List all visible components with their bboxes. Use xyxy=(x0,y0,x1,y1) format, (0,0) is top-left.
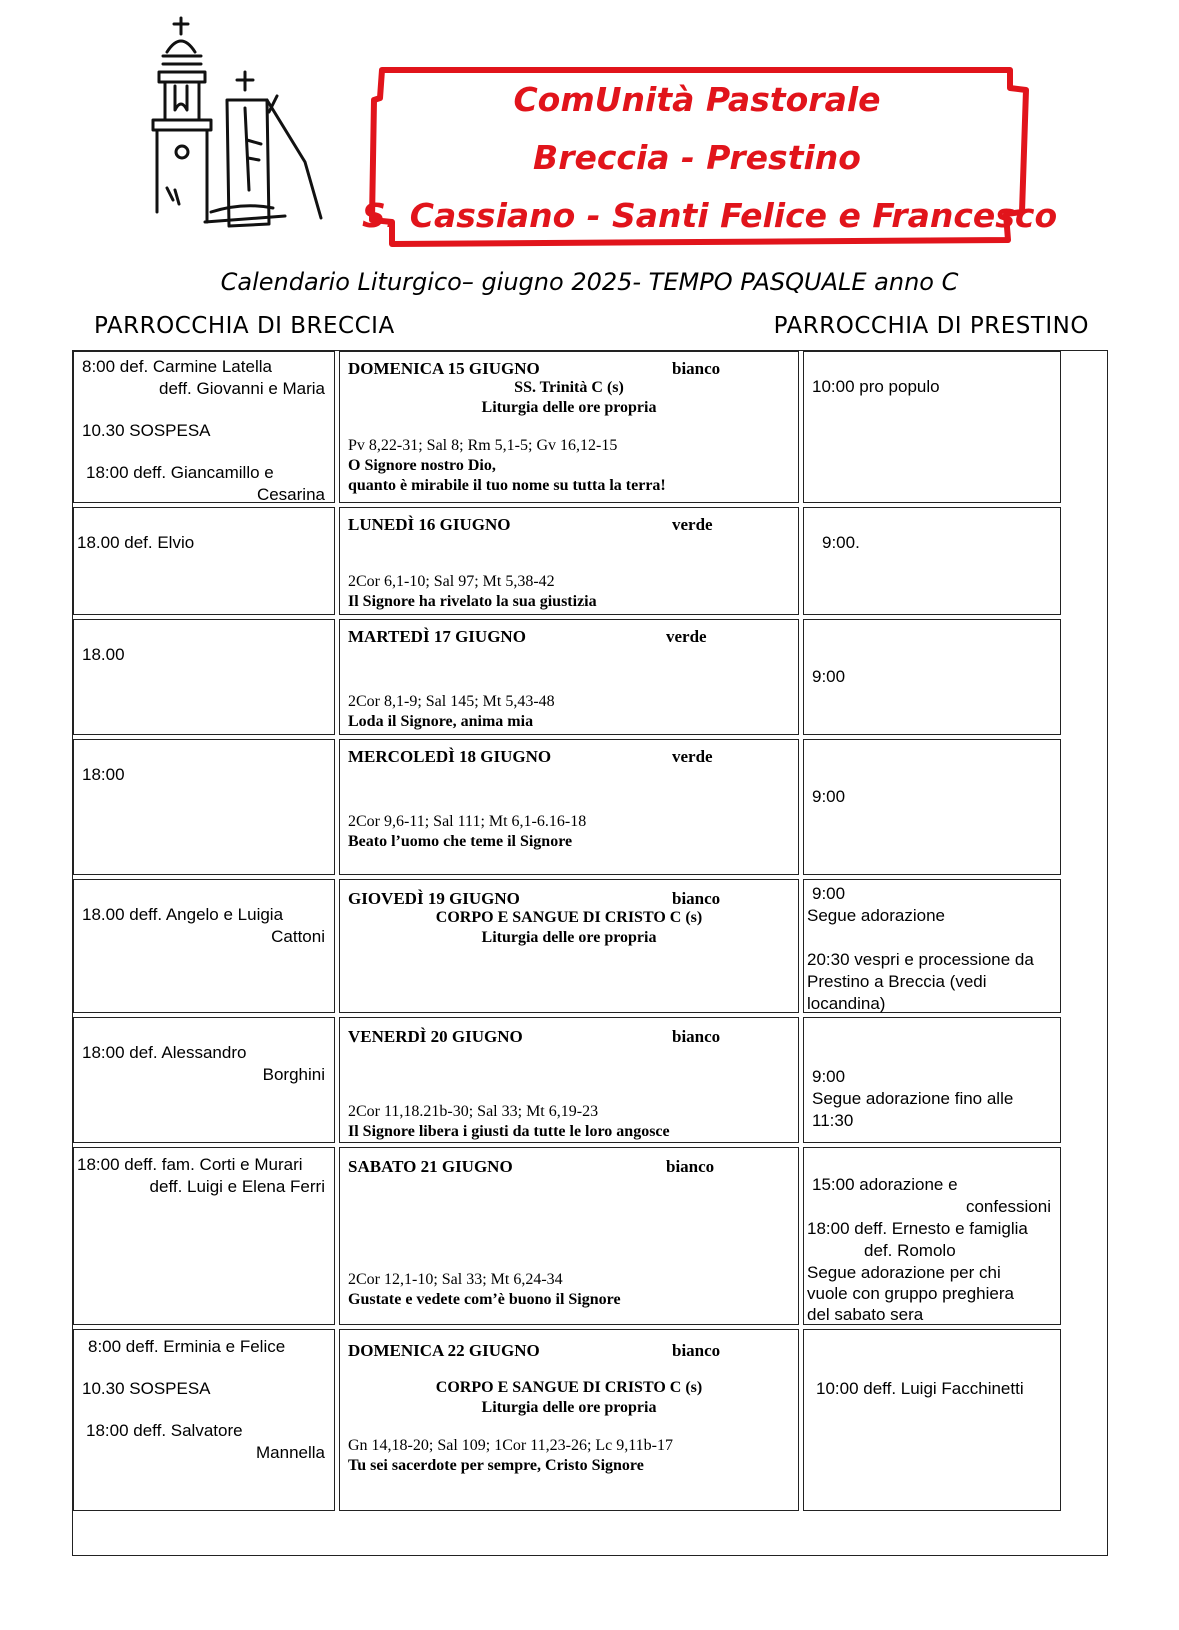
prestino-cell xyxy=(803,351,1061,503)
day-label: GIOVEDÌ 19 GIUGNO xyxy=(348,889,520,908)
mass-entry: vuole con gruppo preghiera xyxy=(807,1284,1014,1303)
breccia-cell xyxy=(73,1017,335,1143)
psalm-response: Loda il Signore, anima mia xyxy=(348,713,534,730)
mass-entry: 20:30 vespri e processione da xyxy=(807,950,1034,969)
mass-entry: Cesarina xyxy=(256,485,325,504)
feast-label: Liturgia delle ore propria xyxy=(481,1399,657,1416)
liturgical-color: verde xyxy=(672,515,713,534)
readings: 2Cor 12,1-10; Sal 33; Mt 6,24-34 xyxy=(348,1271,563,1288)
liturgy-cell xyxy=(339,1329,799,1511)
prestino-cell xyxy=(803,1329,1061,1511)
breccia-cell xyxy=(73,619,335,735)
community-banner xyxy=(362,62,1058,248)
readings: 2Cor 6,1-10; Sal 97; Mt 5,38-42 xyxy=(348,573,555,590)
day-label: DOMENICA 15 GIUGNO xyxy=(348,359,540,378)
mass-entry: 18.00 xyxy=(82,645,125,664)
liturgy-cell xyxy=(339,1147,799,1325)
feast-label: Liturgia delle ore propria xyxy=(481,399,657,416)
breccia-cell xyxy=(73,507,335,615)
mass-entry: def. Romolo xyxy=(864,1241,956,1260)
mass-entry: 9:00. xyxy=(822,533,860,552)
banner-line-3: S. Cassiano - Santi Felice e Francesco xyxy=(362,196,1058,235)
mass-entry: Segue adorazione per chi xyxy=(807,1263,1001,1282)
banner-line-2: Breccia - Prestino xyxy=(533,138,861,177)
church-bell-tower-cross-icon xyxy=(145,12,345,242)
mass-entry: 8:00 def. Carmine Latella xyxy=(82,357,272,376)
mass-entry: 18:00 def. Alessandro xyxy=(82,1043,247,1062)
mass-entry: Cattoni xyxy=(271,927,325,946)
liturgy-cell xyxy=(339,879,799,1013)
psalm-response: Il Signore libera i giusti da tutte le loro angosce xyxy=(348,1123,670,1140)
mass-entry: 10.30 SOSPESA xyxy=(82,421,211,440)
mass-entry: 18:00 deff. Giancamillo e xyxy=(86,463,274,482)
readings: 2Cor 11,18.21b-30; Sal 33; Mt 6,19-23 xyxy=(348,1103,599,1120)
mass-entry: 9:00 xyxy=(812,884,846,903)
day-label: LUNEDÌ 16 GIUGNO xyxy=(348,515,511,534)
psalm-response: Beato l’uomo che teme il Signore xyxy=(348,833,573,850)
day-label: MERCOLEDÌ 18 GIUGNO xyxy=(348,747,552,766)
mass-entry: 10:00 deff. Luigi Facchinetti xyxy=(816,1379,1024,1398)
mass-entry: 18:00 deff. fam. Corti e Murari xyxy=(77,1155,303,1174)
liturgical-color: bianco xyxy=(672,889,721,908)
psalm-response: O Signore nostro Dio, xyxy=(348,457,496,474)
breccia-cell xyxy=(73,1329,335,1511)
liturgical-color: bianco xyxy=(672,1341,721,1360)
prestino-cell xyxy=(803,619,1061,735)
breccia-cell xyxy=(73,879,335,1013)
liturgy-cell xyxy=(339,1017,799,1143)
prestino-cell xyxy=(803,1147,1061,1325)
liturgical-color: bianco xyxy=(666,1157,715,1176)
readings: Pv 8,22-31; Sal 8; Rm 5,1-5; Gv 16,12-15 xyxy=(348,437,618,454)
readings: 2Cor 8,1-9; Sal 145; Mt 5,43-48 xyxy=(348,693,555,710)
banner-line-1: ComUnità Pastorale xyxy=(513,80,881,119)
readings: Gn 14,18-20; Sal 109; 1Cor 11,23-26; Lc 9,11b-17 xyxy=(348,1437,674,1454)
prestino-cell xyxy=(803,1017,1061,1143)
calendar-title: Calendario Liturgico– giugno 2025- TEMPO PASQUALE anno C xyxy=(220,268,959,296)
mass-entry: 18:00 deff. Salvatore xyxy=(86,1421,243,1440)
feast-label: CORPO E SANGUE DI CRISTO C (s) xyxy=(435,909,703,926)
mass-entry: 9:00 xyxy=(812,667,846,686)
mass-entry: Mannella xyxy=(256,1443,325,1462)
mass-entry: deff. Luigi e Elena Ferri xyxy=(149,1177,325,1196)
feast-label: CORPO E SANGUE DI CRISTO C (s) xyxy=(435,1379,703,1396)
mass-entry: confessioni xyxy=(965,1197,1051,1216)
mass-entry: Segue adorazione xyxy=(807,906,946,925)
liturgy-cell xyxy=(339,739,799,875)
mass-entry: 11:30 xyxy=(812,1111,854,1130)
parish-prestino-heading: PARROCCHIA DI PRESTINO xyxy=(773,313,1089,339)
breccia-cell xyxy=(73,739,335,875)
feast-label: Liturgia delle ore propria xyxy=(481,929,657,946)
liturgical-color: bianco xyxy=(672,1027,721,1046)
psalm-response: Il Signore ha rivelato la sua giustizia xyxy=(348,593,597,610)
mass-entry: 18:00 xyxy=(82,765,125,784)
liturgy-cell xyxy=(339,619,799,735)
breccia-cell xyxy=(73,1147,335,1325)
mass-entry: 8:00 deff. Erminia e Felice xyxy=(88,1337,286,1356)
mass-entry: 18.00 deff. Angelo e Luigia xyxy=(82,905,284,924)
psalm-response: quanto è mirabile il tuo nome su tutta la terra! xyxy=(348,477,666,494)
prestino-cell xyxy=(803,739,1061,875)
mass-entry: 10.30 SOSPESA xyxy=(82,1379,211,1398)
breccia-cell xyxy=(73,351,335,503)
mass-entry: 18:00 deff. Ernesto e famiglia xyxy=(807,1219,1028,1238)
mass-entry: Prestino a Breccia (vedi xyxy=(807,972,987,991)
day-label: DOMENICA 22 GIUGNO xyxy=(348,1341,540,1360)
mass-entry: Segue adorazione fino alle xyxy=(812,1089,1014,1108)
liturgical-color: verde xyxy=(666,627,707,646)
prestino-cell xyxy=(803,507,1061,615)
liturgy-cell xyxy=(339,507,799,615)
liturgical-color: bianco xyxy=(672,359,721,378)
liturgical-color: verde xyxy=(672,747,713,766)
day-label: SABATO 21 GIUGNO xyxy=(348,1157,513,1176)
calendar-table xyxy=(72,350,1108,1556)
feast-label: SS. Trinità C (s) xyxy=(514,379,624,396)
mass-entry: deff. Giovanni e Maria xyxy=(159,379,325,398)
mass-entry: 18.00 def. Elvio xyxy=(77,533,195,552)
day-label: VENERDÌ 20 GIUGNO xyxy=(348,1027,523,1046)
prestino-cell xyxy=(803,879,1061,1013)
mass-entry: 9:00 xyxy=(812,1067,846,1086)
day-label: MARTEDÌ 17 GIUGNO xyxy=(348,627,526,646)
mass-entry: 10:00 pro populo xyxy=(812,377,940,396)
parish-breccia-heading: PARROCCHIA DI BRECCIA xyxy=(94,313,395,339)
psalm-response: Gustate e vedete com’è buono il Signore xyxy=(348,1291,621,1308)
liturgy-cell xyxy=(339,351,799,503)
mass-entry: del sabato sera xyxy=(807,1305,924,1324)
mass-entry: 15:00 adorazione e xyxy=(812,1175,958,1194)
mass-entry: 9:00 xyxy=(812,787,846,806)
psalm-response: Tu sei sacerdote per sempre, Cristo Signore xyxy=(348,1457,644,1474)
mass-entry: locandina) xyxy=(807,994,886,1013)
readings: 2Cor 9,6-11; Sal 111; Mt 6,1-6.16-18 xyxy=(348,813,587,830)
mass-entry: Borghini xyxy=(262,1065,325,1084)
